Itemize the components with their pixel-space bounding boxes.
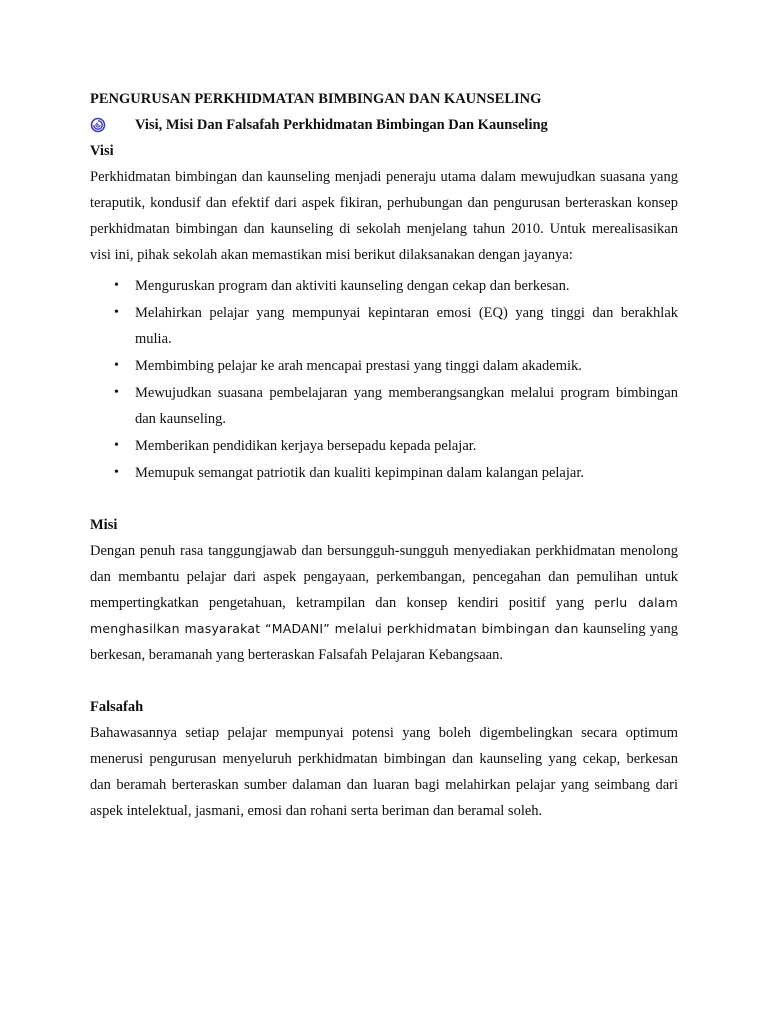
misi-paragraph-part1: Dengan penuh rasa tanggungjawab dan bersungguh-sungguh menyediakan perkhidmatan menolong dan membantu pelajar dari aspek pengayaan, perkembangan, pencegahan dan pemulihan untuk mempertingkatkan pengetahuan, ketrampilan dan konsep kendiri positif yang xyxy=(90,543,678,611)
bullet-dot-icon: • xyxy=(114,385,119,400)
bullet-dot-icon: • xyxy=(114,465,119,480)
swirl-bullet-icon xyxy=(90,117,106,133)
list-item-text: Melahirkan pelajar yang mempunyai kepintaran emosi (EQ) yang tinggi dan berakhlak mulia. xyxy=(135,305,678,347)
misi-paragraph-part2: perlu dalam menghasilkan masyarakat “MADANI” melalui perkhidmatan bimbingan dan xyxy=(90,595,678,636)
misi-paragraph xyxy=(90,538,678,668)
visi-paragraph: Perkhidmatan bimbingan dan kaunseling menjadi peneraju utama dalam mewujudkan suasana yang teraputik, kondusif dan efektif dari aspek fikiran, perhubungan dan pengurusan berteraskan konsep perkhidmatan bimbingan dan kaunseling di sekolah menjelang tahun 2010. Untuk merealisasikan visi ini, pihak sekolah akan memastikan misi berikut dilaksanakan dengan jayanya: xyxy=(90,169,678,263)
list-item xyxy=(90,460,678,486)
list-item xyxy=(90,353,678,379)
visi-bullet-list xyxy=(90,273,678,486)
falsafah-paragraph: Bahawasannya setiap pelajar mempunyai potensi yang boleh digembelingkan secara optimum menerusi pengurusan menyeluruh perkhidmatan bimbingan dan kaunseling yang cekap, berkesan dan beramah berteraskan sumber dalaman dan luaran bagi melahirkan pelajar yang seimbang dari aspek intelektual, jasmani, emosi dan rohani serta beriman dan beramal soleh. xyxy=(90,725,678,819)
misi-paragraph-part3: kaunseling yang berkesan, beramanah yang berteraskan Falsafah Pelajaran Kebangsaan. xyxy=(90,621,679,663)
list-item xyxy=(90,300,678,352)
list-item-text: Memupuk semangat patriotik dan kualiti kepimpinan dalam kalangan pelajar. xyxy=(135,465,584,481)
list-item xyxy=(90,380,678,432)
document-title: PENGURUSAN PERKHIDMATAN BIMBINGAN DAN KAUNSELING xyxy=(90,91,542,107)
list-item-text: Membimbing pelajar ke arah mencapai prestasi yang tinggi dalam akademik. xyxy=(135,358,582,374)
section-subtitle: Visi, Misi Dan Falsafah Perkhidmatan Bimbingan Dan Kaunseling xyxy=(135,117,548,133)
bullet-dot-icon: • xyxy=(114,278,119,293)
bullet-dot-icon: • xyxy=(114,438,119,453)
list-item-text: Mewujudkan suasana pembelajaran yang memberangsangkan melalui program bimbingan dan kaunseling. xyxy=(135,385,678,427)
list-item xyxy=(90,433,678,459)
list-item xyxy=(90,273,678,299)
list-item-text: Menguruskan program dan aktiviti kaunseling dengan cekap dan berkesan. xyxy=(135,278,570,294)
document-body xyxy=(90,86,678,824)
list-item-text: Memberikan pendidikan kerjaya bersepadu kepada pelajar. xyxy=(135,438,477,454)
subtitle-row xyxy=(90,112,678,138)
falsafah-heading: Falsafah xyxy=(90,699,144,715)
bullet-dot-icon: • xyxy=(114,358,119,373)
visi-heading: Visi xyxy=(90,143,114,159)
bullet-dot-icon: • xyxy=(114,305,119,320)
misi-heading: Misi xyxy=(90,517,118,533)
